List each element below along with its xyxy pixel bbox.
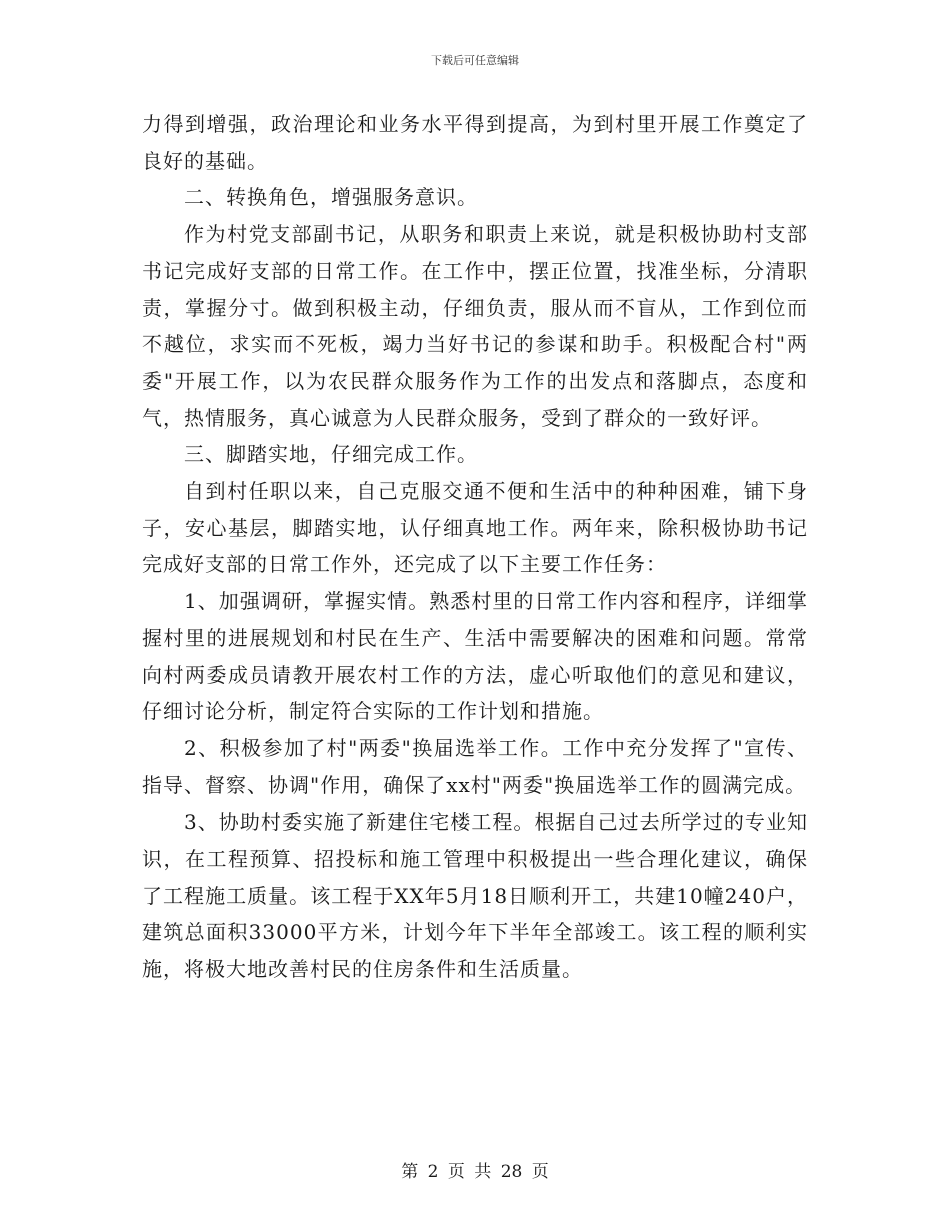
section-heading: 二、转换角色，增强服务意识。: [184, 185, 478, 210]
paragraph: 力得到增强，政治理论和业务水平得到提高，为到村里开展工作奠定了良好的基础。: [142, 112, 808, 173]
list-item: 3、协助村委实施了新建住宅楼工程。根据自己过去所学过的专业知识，在工程预算、招投标和施工管理中积极提出一些合理化建议，确保了工程施工质量。该工程于XX年5月18日顺利开工，共建10幢240户，建筑总面积33000平方米，计划今年下半年全部竣工。该工程的顺利实施，将极大地改善村民的住房条件和生活质量。: [142, 810, 808, 982]
document-body: [142, 106, 808, 988]
page-header: 下载后可任意编辑: [431, 54, 519, 67]
list-item: 1、加强调研，掌握实情。熟悉村里的日常工作内容和程序，详细掌握村里的进展规划和村民在生产、生活中需要解决的困难和问题。常常向村两委成员请教开展农村工作的方法，虚心听取他们的意见和建议，仔细讨论分析，制定符合实际的工作计划和措施。: [142, 589, 808, 724]
list-item: 2、积极参加了村"两委"换届选举工作。工作中充分发挥了"宣传、指导、督察、协调"作用，确保了xx村"两委"换届选举工作的圆满完成。: [142, 735, 808, 797]
section-heading: 三、脚踏实地，仔细完成工作。: [184, 442, 478, 467]
page-number: 第 2 页 共 28 页: [401, 1162, 549, 1182]
paragraph: 作为村党支部副书记，从职务和职责上来说，就是积极协助村支部书记完成好支部的日常工作。在工作中，摆正位置，找准坐标，分清职责，掌握分寸。做到积极主动，仔细负责，服从而不盲从，工作到位而不越位，求实而不死板，竭力当好书记的参谋和助手。积极配合村"两委"开展工作，以为农民群众服务作为工作的出发点和落脚点，态度和气，热情服务，真心诚意为人民群众服务，受到了群众的一致好评。: [142, 222, 808, 430]
paragraph: 自到村任职以来，自己克服交通不便和生活中的种种困难，铺下身子，安心基层，脚踏实地，认仔细真地工作。两年来，除积极协助书记完成好支部的日常工作外，还完成了以下主要工作任务：: [142, 479, 808, 577]
